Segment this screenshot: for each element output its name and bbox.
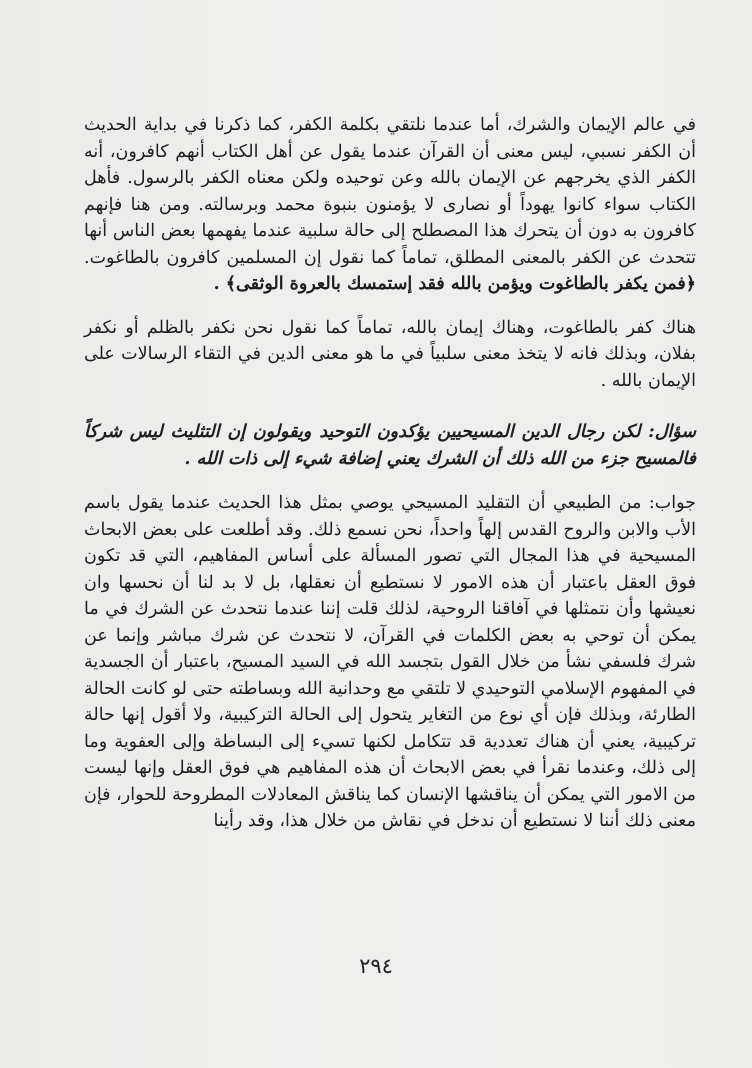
question-paragraph: سؤال: لكن رجال الدين المسيحيين يؤكدون التوحيد ويقولون إن التثليث ليس شركاً فالمسيح جزء من الله ذلك أن الشرك يعني إضافة شيء إلى ذات الله . bbox=[84, 422, 696, 469]
answer-paragraph: جواب: من الطبيعي أن التقليد المسيحي يوصي بمثل هذا الحديث عندما يقول باسم الأب والابن والروح القدس إلهاً واحداً، نحن نسمع ذلك. وقد أطلعت على بعض الابحاث المسيحية في هذا المجال التي تصور المسألة على أساس المفاهيم، التي قد تكون فوق العقل باعتبار أن هذه الامور لا نستطيع أن نعقلها، بل لا بد لنا أن نحسها وان نعيشها وأن نتمثلها في آفاقنا الروحية، لذلك قلت إننا عندما نتحدث عن الشرك في ما يمكن أن توحي به بعض الكلمات في القرآن، لا نتحدث عن شرك مباشر وإنما عن شرك فلسفي نشأ من خلال القول بتجسد الله في السيد المسيح، باعتبار أن الجسدية في المفهوم الإسلامي التوحيدي لا تلتقي مع وحدانية الله وبساطته حتى لو كانت الحالة الطارئة، وبذلك فإن أي نوع من التغاير يتحول إلى الحالة التركيبية، ولا أقول إنها حالة تركيبية، يعني أن هناك تعددية قد تتكامل لكنها تسيء إلى البساطة وإلى العفوية وما إلى ذلك، وعندما نقرأ في بعض الابحاث أن هذه المفاهيم هي فوق العقل وإنها ليست من الامور التي يمكن أن يناقشها الإنسان كما يناقش المعادلات المطروحة للحوار، فإن معنى ذلك أننا لا نستطيع أن ندخل في نقاش من خلال هذا، وقد رأينا bbox=[84, 493, 696, 831]
paragraph-2: هناك كفر بالطاغوت، وهناك إيمان بالله، تماماً كما نقول نحن نكفر بالظلم أو نكفر بفلان، وبذلك فانه لا يتخذ معنى سلبياً في ما هو معنى الدين في التقاء الرسالات على الإيمان بالله . bbox=[84, 317, 696, 391]
page-number: ٢٩٤ bbox=[359, 954, 393, 978]
page-body bbox=[84, 112, 696, 835]
paragraph-1 bbox=[84, 112, 696, 298]
paragraph-1-text: في عالم الإيمان والشرك، أما عندما نلتقي بكلمة الكفر، كما ذكرنا في بداية الحديث أن الكفر نسبي، ليس معنى أن القرآن عندما يقول عن أهل الكتاب أنهم كافرون، أنه الكفر الذي يخرجهم عن الإيمان بالله وعن توحيده ولكن معناه الكفر بالرسول. فأهل الكتاب سواء كانوا يهوداً أو نصارى لا يؤمنون بنبوة محمد وبرسالته. ومن هنا فإنهم كافرون به دون أن يتحرك هذا المصطلح إلى حالة سلبية عندما يفهمها بعض الناس أنها تتحدث عن الكفر بالمعنى المطلق، تماماً كما نقول إن المسلمين كافرون بالطاغوت. bbox=[84, 115, 696, 268]
quran-verse: ﴿فمن يكفر بالطاغوت ويؤمن بالله فقد إستمسك بالعروة الوثقى﴾ . bbox=[213, 274, 696, 294]
